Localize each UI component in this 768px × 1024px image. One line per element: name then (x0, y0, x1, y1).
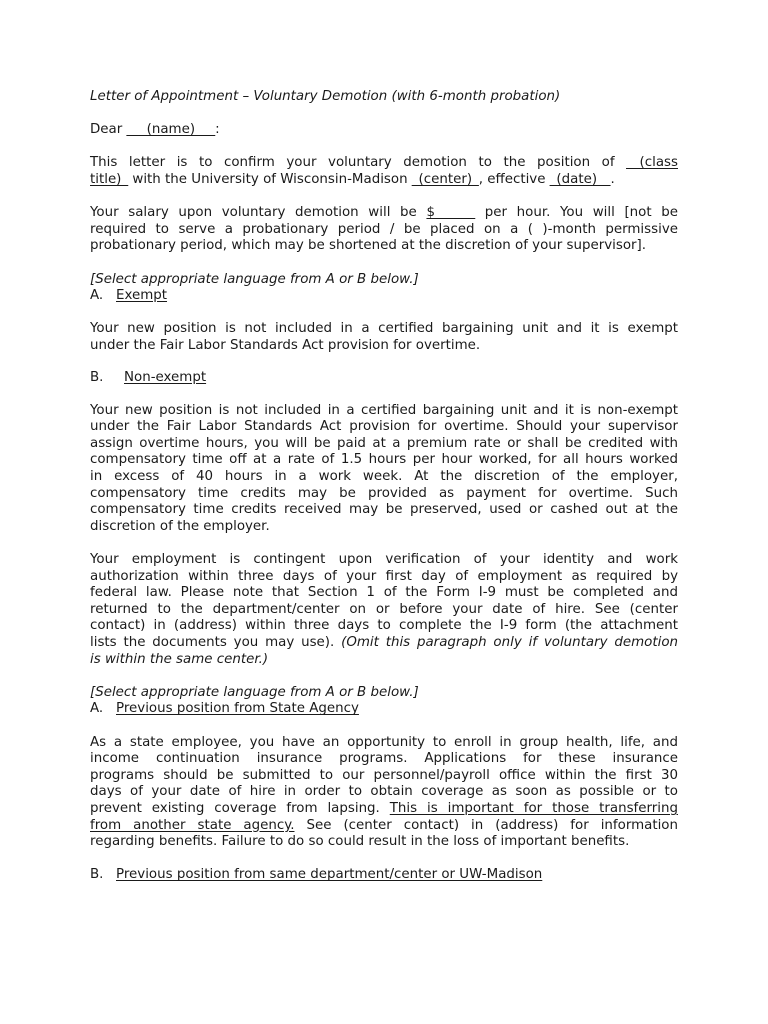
state-line4: days of your date of hire in order to obtain coverage as soon as possible or to (90, 784, 678, 800)
select-instruction-2: [Select appropriate language from A or B below.] (90, 684, 419, 700)
para1-text2: with the University of Wisconsin-Madison (128, 171, 412, 187)
para2-line1 (90, 205, 678, 222)
option-a-heading: Exempt (116, 288, 168, 304)
option-b2-label: B. (90, 867, 104, 883)
salary-text: Your salary upon voluntary demotion will be (90, 205, 427, 221)
para1-line1 (90, 155, 678, 172)
date-field: _(date)__ (549, 171, 611, 187)
option-a-label: A. (90, 288, 104, 304)
state-text: prevent existing coverage from lapsing. (90, 800, 390, 816)
option-a2-label: A. (90, 701, 104, 717)
state-line3: programs should be submitted to our personnel/payroll office within the first 30 (90, 767, 678, 783)
letter-title: Letter of Appointment – Voluntary Demotion (with 6-month probation) (90, 89, 561, 104)
state-line5 (90, 801, 678, 818)
para2-line3: probationary period, which may be shortened at the discretion of your supervisor]. (90, 238, 647, 254)
salary-field: $______ (426, 205, 476, 221)
salary-text2: per hour. You will [not be (475, 205, 678, 221)
option-b-same-dept (90, 867, 678, 884)
employment-line3: federal law. Please note that Section 1 of the Form I-9 must be completed and (90, 585, 678, 601)
state-line6 (90, 818, 678, 835)
exempt-line1: Your new position is not included in a certified bargaining unit and it is exempt (90, 321, 678, 337)
salutation-prefix: Dear (90, 122, 127, 138)
nonexempt-line3: assign overtime hours, you will be paid at a premium rate or shall be credited with (90, 435, 678, 451)
option-a-exempt (90, 288, 678, 305)
state-important-note: This is important for those transferring (389, 800, 678, 816)
option-b2-heading: Previous position from same department/center or UW-Madison (116, 867, 543, 883)
state-text2: See (center contact) in (address) for information (294, 817, 678, 833)
nonexempt-line6: compensatory time credits may be provided as payment for overtime. Such (90, 485, 678, 501)
salutation (90, 122, 678, 139)
option-a2-heading: Previous position from State Agency (116, 701, 359, 717)
state-line7: regarding benefits. Failure to do so could result in the loss of important benefits. (90, 834, 630, 850)
employment-line7: is within the same center.) (90, 651, 269, 667)
select-instruction-1: [Select appropriate language from A or B below.] (90, 271, 419, 287)
option-a-state-agency (90, 701, 678, 718)
nonexempt-line8: discretion of the employer. (90, 518, 270, 534)
employment-line5: contact) in (address) within three days to complete the I-9 form (the attachment (90, 618, 678, 634)
nonexempt-line1: Your new position is not included in a certified bargaining unit and it is non-exempt (90, 402, 678, 418)
center-field: _(center)_ (411, 171, 479, 187)
class-title-field: __(class (626, 155, 678, 171)
nonexempt-line4: compensatory time off at a rate of 1.5 hours per hour worked, for all hours worked (90, 452, 678, 468)
class-title-field-cont: title)_ (90, 171, 129, 187)
para2-line2: required to serve a probationary period / be placed on a ( )-month permissive (90, 221, 678, 237)
nonexempt-line2: under the Fair Labor Standards Act provision for overtime. Should your supervisor (90, 419, 678, 435)
letter-document (90, 89, 678, 884)
state-line2: income continuation insurance programs. Applications for these insurance (90, 751, 678, 767)
name-field: ___(name)___ (126, 122, 216, 138)
employment-line1: Your employment is contingent upon verification of your identity and work (90, 552, 678, 568)
salutation-suffix: : (215, 122, 220, 138)
para1-end: . (610, 171, 615, 187)
para1-text: This letter is to confirm your voluntary demotion to the position of (90, 155, 627, 171)
exempt-line2: under the Fair Labor Standards Act provision for overtime. (90, 337, 481, 353)
para1-text3: , effective (478, 171, 550, 187)
nonexempt-line7: compensatory time credits received may be preserved, used or cashed out at the (90, 502, 678, 518)
option-b-heading: Non-exempt (124, 369, 207, 385)
state-line1: As a state employee, you have an opportunity to enroll in group health, life, and (90, 734, 678, 750)
nonexempt-line5: in excess of 40 hours in a work week. At the discretion of the employer, (90, 469, 678, 485)
state-important-note-cont: from another state agency. (90, 817, 295, 833)
employment-line6 (90, 635, 678, 652)
employment-line2: authorization within three days of your first day of employment as required by (90, 568, 678, 584)
option-b-nonexempt (90, 370, 678, 387)
para1-line2 (90, 172, 678, 189)
option-b-label: B. (90, 369, 104, 385)
employment-text: lists the documents you may use). (90, 635, 342, 650)
employment-line4: returned to the department/center on or before your date of hire. See (center (90, 601, 678, 617)
employment-note: (Omit this paragraph only if voluntary demotion (341, 635, 678, 650)
